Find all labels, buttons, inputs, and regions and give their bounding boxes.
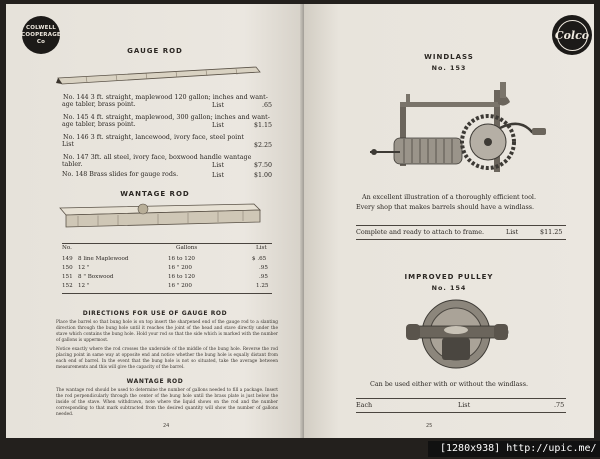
gauge-rod-heading: GAUGE ROD	[127, 47, 183, 55]
directions-paragraph-1: Place the barrel so that bung hole is on top insert the sharpened end of the gauge rod to a slanting direction through the bung hole until it reaches the joint of the head and stave directly under the stave which contains the bung hole. Hold your rod so that the side which is marked with the number of gallons is uppermost.	[56, 320, 278, 343]
pulley-heading: IMPROVED PULLEY	[404, 273, 494, 281]
wantage-rod-heading: WANTAGE ROD	[120, 190, 190, 198]
wantage-row-desc: 12 "	[78, 265, 90, 271]
windlass-heading: WINDLASS	[424, 53, 474, 61]
windlass-description-2: Every shop that makes barrels should have a windlass.	[356, 203, 535, 211]
image-size-stamp: [1280x938] http://upic.me/	[428, 441, 600, 457]
wantage-row-list: .95	[259, 274, 268, 280]
wantage-table-rule	[62, 243, 272, 244]
windlass-rule-top	[356, 225, 566, 226]
pulley-row-text: Each	[356, 401, 373, 409]
page-number-left: 24	[163, 423, 170, 429]
wantage-row-list: 1.25	[256, 283, 269, 289]
wantage-row-no: 150	[62, 265, 73, 271]
item-145-line1: No. 145 4 ft. straight, maplewood, 300 gallon; inches and want-	[63, 113, 270, 121]
item-144-line1: No. 144 3 ft. straight, maplewood 120 gallon; inches and want-	[63, 93, 268, 101]
wantage-header-gallons: Gallons	[176, 245, 198, 251]
wantage-row-no: 149	[62, 256, 73, 262]
pulley-rule-bottom	[356, 412, 566, 413]
wantage-row-desc: 8 line Maplewood	[78, 256, 129, 262]
windlass-number: No. 153	[431, 64, 467, 72]
wantage-row-gallons: 16 to 120	[168, 256, 195, 262]
pulley-row-list: List	[458, 401, 471, 409]
left-page	[6, 4, 304, 438]
item-146-row: List $2.25	[62, 141, 272, 149]
gauge-rod-illustration	[56, 64, 262, 86]
wantage-row-gallons: 16 " 200	[168, 265, 192, 271]
page-number-right: 25	[426, 423, 433, 429]
wantage-row-no: 152	[62, 283, 73, 289]
item-146-line1: No. 146 3 ft. straight, lancewood, ivory face, steel point	[63, 133, 244, 141]
wantage-row-list: $ .65	[252, 256, 267, 262]
colco-logo: Colco	[552, 15, 592, 55]
item-145-row: age tabler, brass point. List $1.15	[62, 121, 272, 129]
wantage-paragraph: The wantage rod should be used to determine the number of gallons needed to fill a package. Insert the rod perpendicularly through the center of the bung hole until the brass plate is just below the inside of the stave. When withdrawn, note where the liquid shows on the rod and the number corresponding to that mark subtracted from the desired quantity will show the number of gallons needed.	[56, 388, 278, 417]
pulley-row-price: .75	[554, 401, 565, 409]
wantage-rod-illustration	[58, 200, 264, 230]
wantage-row-list: .95	[259, 265, 268, 271]
windlass-row-price: $11.25	[540, 228, 563, 236]
windlass-description: An excellent illustration of a thoroughly efficient tool.	[361, 193, 536, 201]
pulley-rule-top	[356, 398, 566, 399]
wantage-header-no: No.	[62, 245, 72, 251]
directions-paragraph-2: Notice exactly where the rod crosses the underside of the middle of the bung hole. Reverse the rod placing point in same way at opposite end and notice whether the bung hole is equally distant from each end of barrel. In the event that the bung hole is not so situated, take the average between measurements and this will give the capacity of the barrel.	[56, 347, 278, 370]
item-147-line1: No. 147 3ft. all steel, ivory face, boxwood handle wantage	[63, 153, 252, 161]
windlass-illustration	[370, 78, 550, 188]
wantage-row-desc: 12 "	[78, 283, 90, 289]
wantage-section-heading: WANTAGE ROD	[126, 378, 184, 385]
windlass-row-text: Complete and ready to attach to frame.	[356, 228, 485, 236]
wantage-row-desc: 8 " Boxwood	[78, 274, 114, 280]
windlass-row-list: List	[506, 228, 519, 236]
wantage-row-no: 151	[62, 274, 73, 280]
right-page	[304, 4, 594, 438]
pulley-description: Can be used either with or without the windlass.	[369, 380, 528, 388]
pulley-number: No. 154	[431, 284, 467, 292]
item-148-row: No. 148 Brass slides for gauge rods. List $1.00	[62, 171, 272, 179]
colwell-cooperage-logo: COLWELL COOPERAGE Co	[22, 16, 60, 54]
item-147-row: tabler. List $7.50	[62, 161, 272, 169]
wantage-header-list: List	[256, 245, 267, 251]
wantage-row-gallons: 16 " 200	[168, 283, 192, 289]
directions-heading: DIRECTIONS FOR USE OF GAUGE ROD	[82, 310, 228, 317]
item-144-row: age tabler, brass point. List .65	[62, 101, 272, 109]
pulley-illustration	[404, 294, 514, 370]
windlass-rule-bottom	[356, 239, 566, 240]
wantage-table-bottom-rule	[62, 293, 272, 294]
wantage-row-gallons: 16 to 120	[168, 274, 195, 280]
